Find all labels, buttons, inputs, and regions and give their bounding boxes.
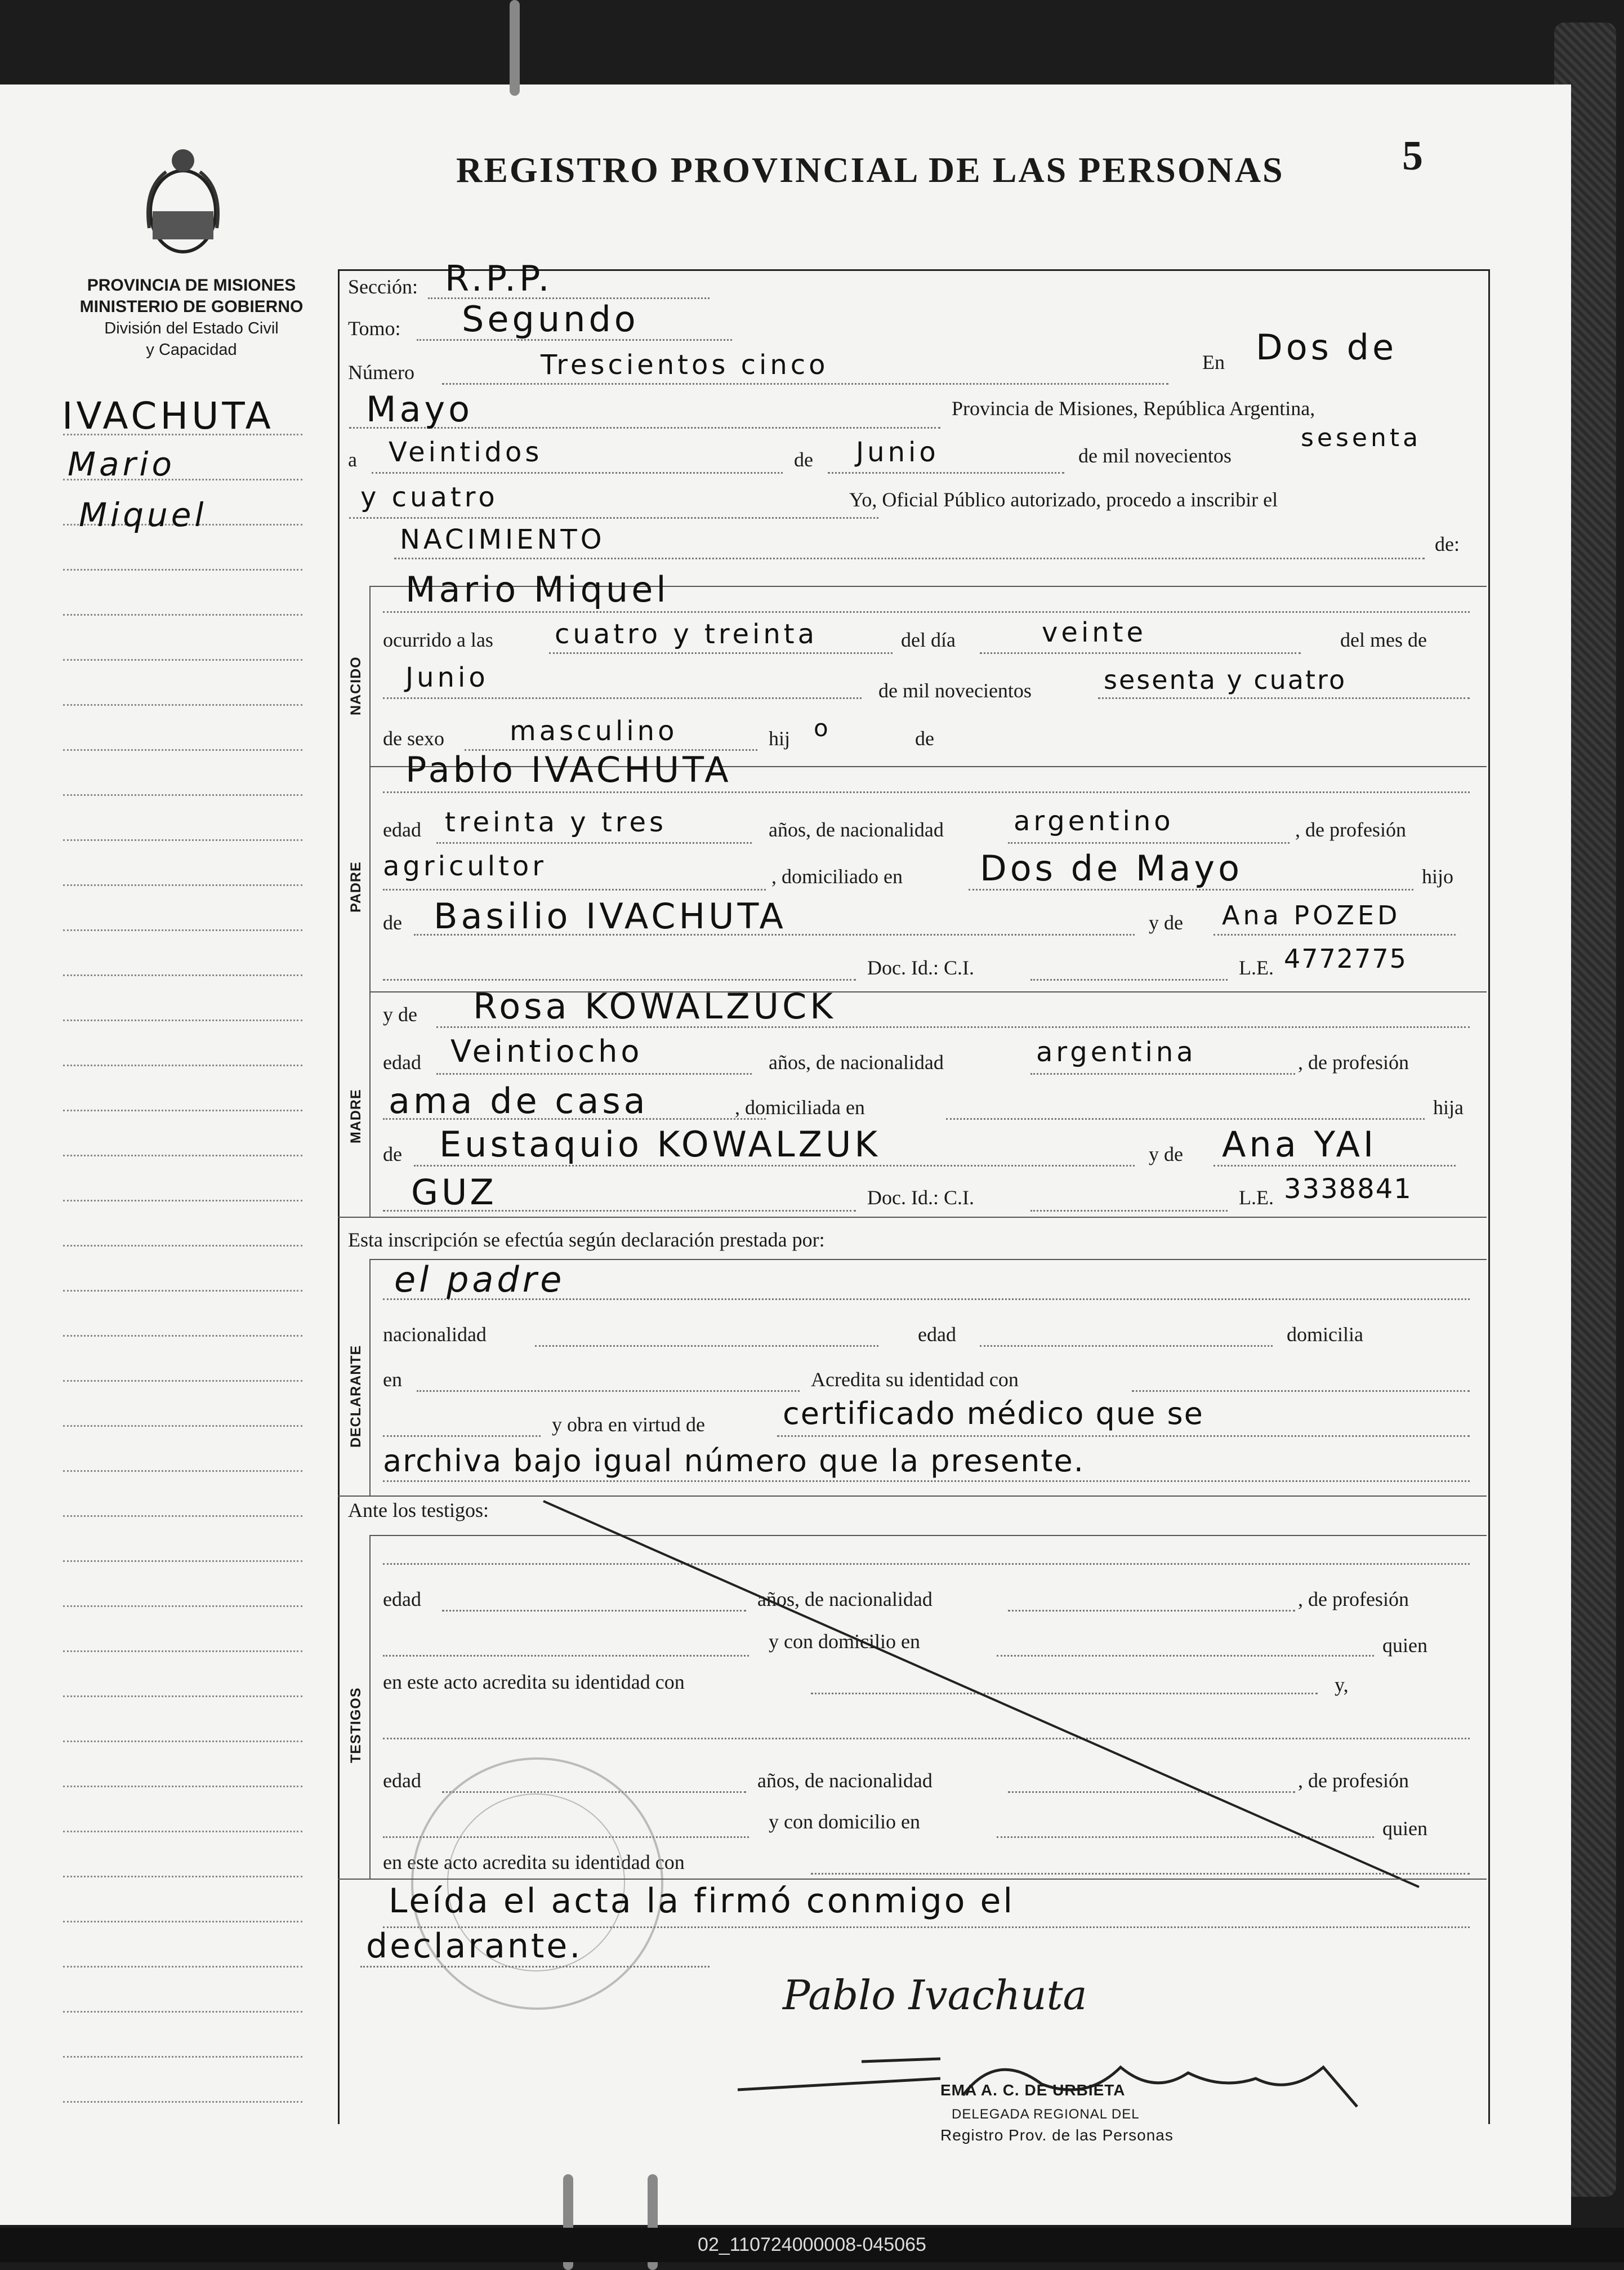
- a-label: a: [348, 448, 357, 471]
- declarante-obra-label: y obra en virtud de: [552, 1413, 705, 1436]
- madre-edad: Veintiocho: [450, 1034, 643, 1069]
- de-label: de: [794, 448, 813, 471]
- madre-yde2-label: y de: [1149, 1143, 1183, 1165]
- del-dia-label: del día: [901, 629, 956, 651]
- nacido-anio: sesenta y cuatro: [1104, 665, 1347, 695]
- testigo1-acredita-label: en este acto acredita su identidad con: [383, 1671, 685, 1693]
- section-declarante-label: DECLARANTE: [348, 1345, 364, 1448]
- issuing-office: [51, 275, 332, 360]
- testigo1-dom-label: y con domicilio en: [769, 1630, 920, 1653]
- argentine-coat-of-arms-icon: [144, 144, 222, 256]
- oficial-cargo-1: DELEGADA REGIONAL DEL: [952, 2107, 1140, 2122]
- testigo2-acredita-label: en este acto acredita su identidad con: [383, 1851, 685, 1873]
- padre-nac-label: años, de nacionalidad: [769, 818, 944, 841]
- sexo-label: de sexo: [383, 727, 444, 750]
- padre-prof-label: , de profesión: [1295, 818, 1406, 841]
- declarante-nombre: el padre: [394, 1259, 565, 1300]
- padre-doc-label: Doc. Id.: C.I.: [867, 956, 974, 979]
- declarante-dom-label: domicilia: [1287, 1323, 1363, 1346]
- office-division: División del Estado Civil: [104, 319, 279, 337]
- section-madre-label: MADRE: [348, 1089, 364, 1143]
- del-mes-label: del mes de: [1340, 629, 1427, 651]
- madre-nombre: Rosa KOWALZUCK: [473, 986, 836, 1027]
- padre-dom-label: , domiciliado en: [771, 865, 903, 888]
- tomo-value: Segundo: [462, 299, 639, 340]
- seccion-value: R.P.P.: [445, 258, 553, 299]
- nacido-sexo: masculino: [510, 715, 678, 747]
- padre-edad: treinta y tres: [445, 807, 667, 838]
- en-label: En: [1202, 351, 1225, 373]
- nacido-mil-label: de mil novecientos: [878, 679, 1032, 702]
- padre-domicilio: Dos de Mayo: [980, 848, 1243, 889]
- padre-madre-nombre: Ana POZED: [1222, 900, 1401, 931]
- numero-label: Número: [348, 361, 414, 384]
- register-title: REGISTRO PROVINCIAL DE LAS PERSONAS: [456, 150, 1284, 190]
- lugar-value-1: Dos de: [1256, 327, 1398, 368]
- madre-prof-label: , de profesión: [1298, 1051, 1409, 1074]
- nacido-mes: Junio: [405, 662, 489, 693]
- padre-le-label: L.E.: [1239, 956, 1274, 979]
- image-footer-bar: [0, 2228, 1624, 2262]
- binding-hole: [510, 0, 520, 96]
- madre-nac-label: años, de nacionalidad: [769, 1051, 944, 1074]
- testigo1-prof-label: , de profesión: [1298, 1588, 1409, 1610]
- oficial-cargo-2: Registro Prov. de las Personas: [940, 2126, 1174, 2144]
- nacido-nombre: Mario Miquel: [405, 569, 670, 610]
- madre-le: 3338841: [1284, 1173, 1412, 1205]
- testigo2-edad-label: edad: [383, 1769, 421, 1792]
- padre-nacionalidad: argentino: [1014, 805, 1174, 837]
- padre-hijo-label: hijo: [1422, 865, 1454, 888]
- testigo2-quien-label: quien: [1382, 1817, 1427, 1840]
- cierre-line-1: Leída el acta la firmó conmigo el: [389, 1881, 1015, 1921]
- madre-edad-label: edad: [383, 1051, 421, 1074]
- inscripcion-anio-2: y cuatro: [360, 482, 498, 513]
- acto-value: NACIMIENTO: [400, 524, 605, 555]
- inscripcion-anio-1: sesenta: [1301, 424, 1422, 452]
- testigo1-edad-label: edad: [383, 1588, 421, 1610]
- office-division-2: y Capacidad: [146, 341, 237, 359]
- section-nacido-label: NACIDO: [348, 656, 364, 715]
- oficial-nombre: EMA A. C. DE URBIETA: [940, 2081, 1126, 2099]
- image-code: 02_110724000008-045065: [698, 2234, 926, 2255]
- madre-le-label: L.E.: [1239, 1186, 1274, 1209]
- declarante-intro: Esta inscripción se efectúa según declaración prestada por:: [348, 1229, 825, 1251]
- padre-de-label: de: [383, 911, 402, 934]
- declarante-obra-1: certificado médico que se: [783, 1396, 1204, 1431]
- office-ministry: MINISTERIO DE GOBIERNO: [79, 297, 304, 316]
- madre-de-label: de: [383, 1143, 402, 1165]
- section-testigos-label: TESTIGOS: [348, 1687, 364, 1763]
- madre-yde-label: y de: [383, 1003, 417, 1026]
- padre-padre-nombre: Basilio IVACHUTA: [434, 896, 787, 937]
- lugar-value-2: Mayo: [366, 389, 474, 430]
- testigo2-nac-label: años, de nacionalidad: [757, 1769, 933, 1792]
- padre-profesion: agricultor: [383, 851, 547, 882]
- testigo1-quien-label: quien: [1382, 1634, 1427, 1657]
- tomo-label: Tomo:: [348, 317, 401, 340]
- provincia-text: Provincia de Misiones, República Argentina,: [952, 397, 1315, 420]
- padre-le: 4772775: [1284, 943, 1407, 974]
- margin-surname: IVACHUTA: [62, 394, 274, 438]
- office-province: PROVINCIA DE MISIONES: [87, 276, 296, 295]
- ocurrido-label: ocurrido a las: [383, 629, 493, 651]
- padre-yde-label: y de: [1149, 911, 1183, 934]
- testigo1-nac-label: años, de nacionalidad: [757, 1588, 933, 1610]
- oficial-text: Yo, Oficial Público autorizado, procedo a inscribir el: [849, 488, 1278, 511]
- testigo2-dom-label: y con domicilio en: [769, 1810, 920, 1833]
- declarante-nac-label: nacionalidad: [383, 1323, 487, 1346]
- nacido-de-label: de: [915, 727, 934, 750]
- diagonal-cancel-line: [541, 1498, 1430, 1893]
- firma-declarante: Pablo Ivachuta: [783, 1971, 1087, 2019]
- testigo1-y-label: y,: [1335, 1673, 1349, 1696]
- nacido-dia: veinte: [1042, 617, 1147, 648]
- declarante-en-label: en: [383, 1368, 402, 1391]
- section-padre-label: PADRE: [348, 861, 364, 913]
- declarante-obra-2: archiva bajo igual número que la presente.: [383, 1443, 1085, 1479]
- testigos-intro: Ante los testigos:: [348, 1499, 489, 1521]
- margin-name-1: Mario: [68, 445, 176, 483]
- madre-madre-nombre-1: Ana YAI: [1222, 1124, 1377, 1165]
- margin-name-2: Miquel: [79, 496, 207, 534]
- madre-doc-label: Doc. Id.: C.I.: [867, 1186, 974, 1209]
- de-colon-label: de:: [1435, 533, 1460, 555]
- nacido-hora: cuatro y treinta: [555, 618, 818, 650]
- madre-dom-label: , domiciliada en: [735, 1096, 865, 1119]
- madre-padre-nombre: Eustaquio KOWALZUK: [439, 1124, 881, 1165]
- testigo2-prof-label: , de profesión: [1298, 1769, 1409, 1792]
- seccion-label: Sección:: [348, 275, 418, 298]
- oficial-signature-scribble: [726, 2045, 1430, 2112]
- declarante-acredita-label: Acredita su identidad con: [811, 1368, 1019, 1391]
- inscripcion-mes: Junio: [856, 437, 939, 468]
- inscripcion-dia: Veintidos: [389, 437, 543, 468]
- madre-madre-nombre-2: GUZ: [411, 1172, 497, 1213]
- numero-value: Trescientos cinco: [541, 349, 829, 381]
- madre-hija-label: hija: [1433, 1096, 1464, 1119]
- page-number: 5: [1402, 133, 1423, 179]
- padre-edad-label: edad: [383, 818, 421, 841]
- hijo-label: hij: [769, 727, 791, 750]
- padre-nombre: Pablo IVACHUTA: [405, 749, 732, 790]
- cierre-line-2: declarante.: [366, 1926, 583, 1966]
- madre-profesion: ama de casa: [389, 1080, 649, 1121]
- madre-nacionalidad: argentina: [1036, 1036, 1197, 1068]
- declarante-edad-label: edad: [918, 1323, 956, 1346]
- hijo-suffix: o: [814, 714, 832, 742]
- mil-novecientos-label: de mil novecientos: [1078, 444, 1232, 467]
